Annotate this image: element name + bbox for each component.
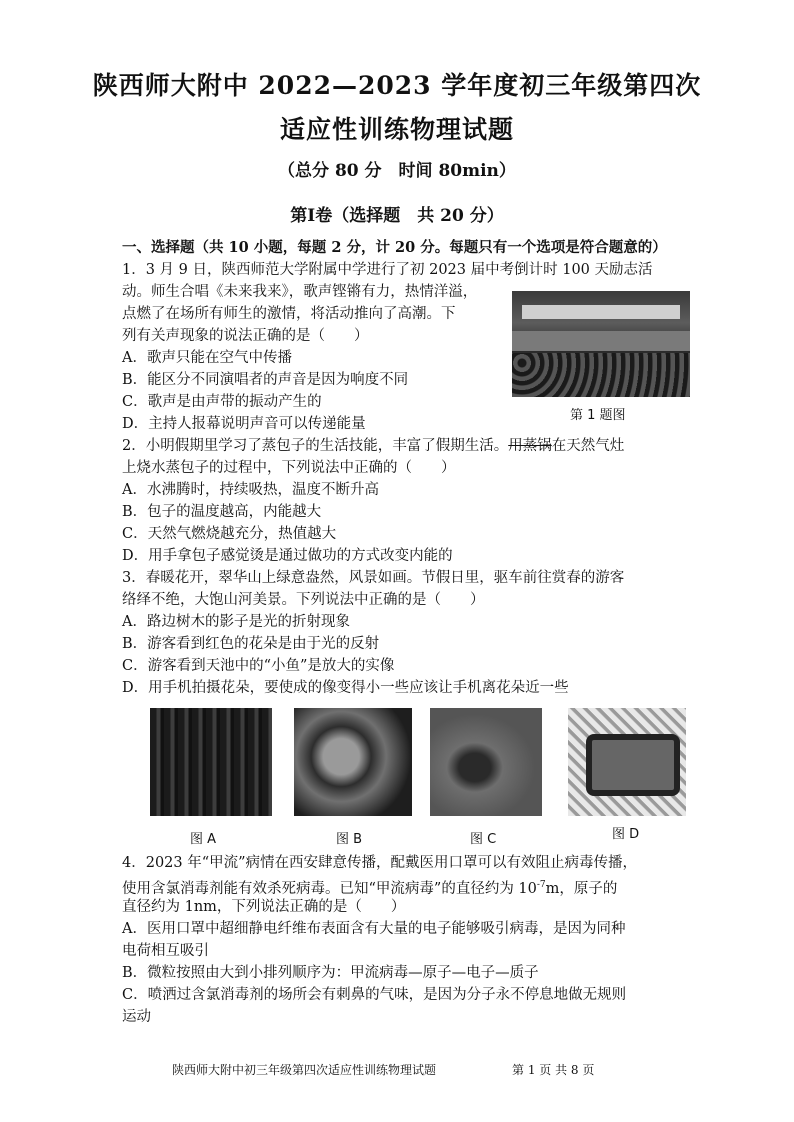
q3-option-a: A．路边树木的影子是光的折射现象 [122,614,350,630]
q1-option-d: D．主持人报幕说明声音可以传递能量 [122,416,366,432]
figure-a-image [150,708,272,816]
q1-photo [512,291,690,397]
q4-option-a-line1: A．医用口罩中超细静电纤维布表面含有大量的电子能够吸引病毒，是因为同种 [122,921,626,937]
q1-photo-crowd [512,353,690,397]
q3-line2: 络绎不绝，大饱山河美景。下列说法中正确的是（ ） [122,592,485,608]
q1-line2: 动。师生合唱《未来我来》，歌声铿锵有力，热情洋溢， [122,284,478,300]
figure-b-caption: 图 B [336,832,363,847]
q1-option-c: C．歌声是由声带的振动产生的 [122,394,322,410]
figure-d-phone [586,734,680,796]
exam-subtitle: （总分 80 分 时间 80min） [278,161,516,181]
q3-line1: 3．春暖花开，翠华山上绿意盎然，风景如画。节假日里，驱车前往赏春的游客 [122,570,625,586]
figure-a-caption: 图 A [190,832,217,847]
q2-option-c: C．天然气燃烧越充分，热值越大 [122,526,337,542]
q1-option-a: A．歌声只能在空气中传播 [122,350,292,366]
q2-option-a: A．水沸腾时，持续吸热，温度不断升高 [122,482,379,498]
q1-line3: 点燃了在场所有师生的激情，将活动推向了高潮。下 [122,306,456,322]
q4-line3: 直径约为 1nm，下列说法正确的是（ ） [122,899,406,915]
figure-c-image [430,708,542,816]
q1-option-b: B．能区分不同演唱者的声音是因为响度不同 [122,372,409,388]
q2-line1-part3: 在天然气灶 [551,438,625,454]
exam-title-line2: 适应性训练物理试题 [279,115,514,144]
section-heading: 第Ⅰ卷（选择题 共 20 分） [290,206,504,226]
q3-option-c: C．游客看到天池中的“小鱼”是放大的实像 [122,658,395,674]
q2-line1-struck: 用蒸锅 [508,438,552,454]
q2-line2: 上烧水蒸包子的过程中，下列说法中正确的（ ） [122,460,456,476]
section-instructions: 一、选择题（共 10 小题，每题 2 分，计 20 分。每题只有一个选项是符合题意的） [122,239,667,256]
q4-option-b: B．微粒按照由大到小排列顺序为：甲流病毒—原子—电子—质子 [122,965,539,981]
q1-photo-stage [512,331,690,351]
q2-line1 [122,435,624,457]
figure-d-caption: 图 D [612,827,640,842]
exam-title-line1: 陕西师大附中 2022—2023 学年度初三年级第四次 [92,71,702,100]
q1-line1: 1．3 月 9 日，陕西师范大学附属中学进行了初 2023 届中考倒计时 100 天励志活 [122,262,653,278]
footer-exam-name: 陕西师大附中初三年级第四次适应性训练物理试题 [172,1063,437,1077]
figure-c-caption: 图 C [470,832,497,847]
q1-figure-caption: 第 1 题图 [570,408,626,423]
figure-b-image [294,708,412,816]
q3-option-d: D．用手机拍摄花朵，要使成的像变得小一些应该让手机离花朵近一些 [122,680,569,696]
figure-d-image [568,708,686,816]
q2-option-b: B．包子的温度越高，内能越大 [122,504,322,520]
q1-line4: 列有关声现象的说法正确的是（ ） [122,328,369,344]
q4-line2-part2: m，原子的 [545,880,618,897]
q4-option-a-line2: 电荷相互吸引 [122,943,209,959]
q3-option-b: B．游客看到红色的花朵是由于光的反射 [122,636,380,652]
q4-exponent: -7 [536,880,546,890]
q4-line2-part1: 使用含氯消毒剂能有效杀死病毒。已知“甲流病毒”的直径约为 10 [122,880,537,897]
q1-photo-banner [522,305,680,319]
q4-line1: 4．2023 年“甲流”病情在西安肆意传播，配戴医用口罩可以有效阻止病毒传播， [122,855,638,871]
footer-page-number: 第 1 页 共 8 页 [512,1063,595,1077]
q4-option-c-line1: C．喷洒过含氯消毒剂的场所会有刺鼻的气味，是因为分子永不停息地做无规则 [122,987,627,1003]
q2-line1-part1: 2．小明假期里学习了蒸包子的生活技能，丰富了假期生活。 [122,438,509,454]
q2-option-d: D．用手拿包子感觉烫是通过做功的方式改变内能的 [122,548,453,564]
q4-option-c-line2: 运动 [122,1009,151,1025]
